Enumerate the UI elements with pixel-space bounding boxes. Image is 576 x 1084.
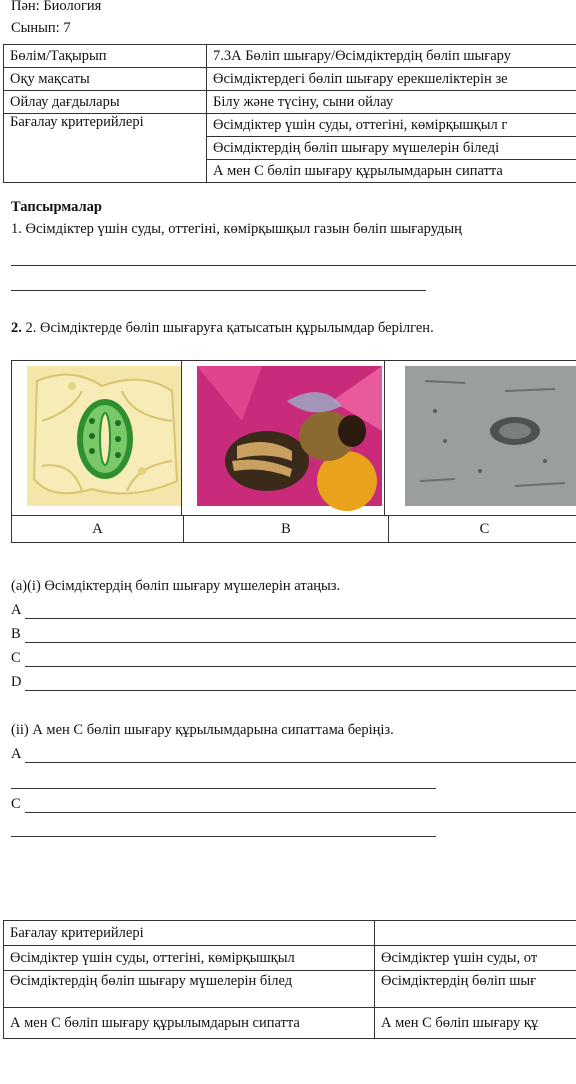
answer-line[interactable] [11,788,436,789]
answer-label-b: B [11,626,21,642]
image-caption-row [11,515,576,543]
answer-line[interactable] [25,618,576,619]
criteria-table [3,920,576,1039]
table-cell: Өсімдіктердің бөліп шығару мүшелерін білед [4,971,375,1008]
row-value: 7.3А Бөліп шығару/Өсімдіктердің бөліп шығару [207,45,576,68]
row-label: Оқу мақсаты [4,68,207,91]
row-label: Ойлау дағдылары [4,91,207,114]
row-value: Өсімдіктердегі бөліп шығару ерекшеліктерін зе [207,68,576,91]
answer-line[interactable] [25,642,576,643]
tasks-heading: Тапсырмалар [11,199,102,215]
caption-a: A [12,516,184,543]
table-row [4,91,576,114]
answer-line [11,290,426,291]
stoma-cell-image [12,361,182,516]
table-cell: Өсімдіктер үшін суды, оттегіні, көмірқышқыл [4,946,375,971]
answer-line[interactable] [25,666,576,667]
question-a-ii: (ii) А мен С бөліп шығару құрылымдарына сипаттама беріңіз. [11,722,394,738]
image-b-cell [181,360,385,516]
answer-label-c: C [11,796,21,812]
answer-label-a: A [11,746,22,762]
row-value: Білу және түсіну, сыни ойлау [207,91,576,114]
caption-c: C [389,516,576,543]
answer-line[interactable] [25,690,576,691]
criteria-heading: Бағалау критерийлері [4,921,375,946]
answer-label-c: C [11,650,21,666]
question-2: 2. 2. Өсімдіктерде бөліп шығаруға қатысатын құрылымдар берілген. [11,320,434,336]
caption-b: B [184,516,389,543]
subject-label: Пән: Биология [11,0,102,14]
answer-line[interactable] [11,836,436,837]
answer-line[interactable] [25,812,576,813]
table-cell [375,921,576,946]
question-a-i: (a)(i) Өсімдіктердің бөліп шығару мүшелерін атаңыз. [11,578,341,594]
row-label: Бөлім/Тақырып [4,45,207,68]
answer-label-a: A [11,602,22,618]
info-table [3,44,576,183]
image-a-cell [11,360,182,516]
answer-line [11,265,576,266]
table-row [4,921,576,946]
table-cell: А мен С бөліп шығару құрылымдарын сипатта [4,1008,375,1039]
answer-label-d: D [11,674,22,690]
table-row [4,971,576,1008]
tree-bark-lenticel-image [385,361,576,516]
grade-label: Сынып: 7 [11,20,71,36]
row-value: А мен С бөліп шығару құрылымдарын сипатта [207,160,576,183]
table-row [4,946,576,971]
table-row [4,68,576,91]
image-c-cell [384,360,576,516]
row-value: Өсімдіктердің бөліп шығару мүшелерін біледі [207,137,576,160]
table-cell: Өсімдіктер үшін суды, от [375,946,576,971]
table-row [4,45,576,68]
table-cell: Өсімдіктердің бөліп шығ [375,971,576,1008]
row-label: Бағалау критерийлері [4,114,207,183]
answer-line[interactable] [25,762,576,763]
row-value: Өсімдіктер үшін суды, оттегіні, көмірқышқыл г [207,114,576,137]
question-1: 1. Өсімдіктер үшін суды, оттегіні, көмірқышқыл газын бөліп шығарудың [11,221,462,237]
table-row [4,1008,576,1039]
table-cell: А мен С бөліп шығару құ [375,1008,576,1039]
table-row [4,114,576,137]
bee-on-flower-image [182,361,385,516]
